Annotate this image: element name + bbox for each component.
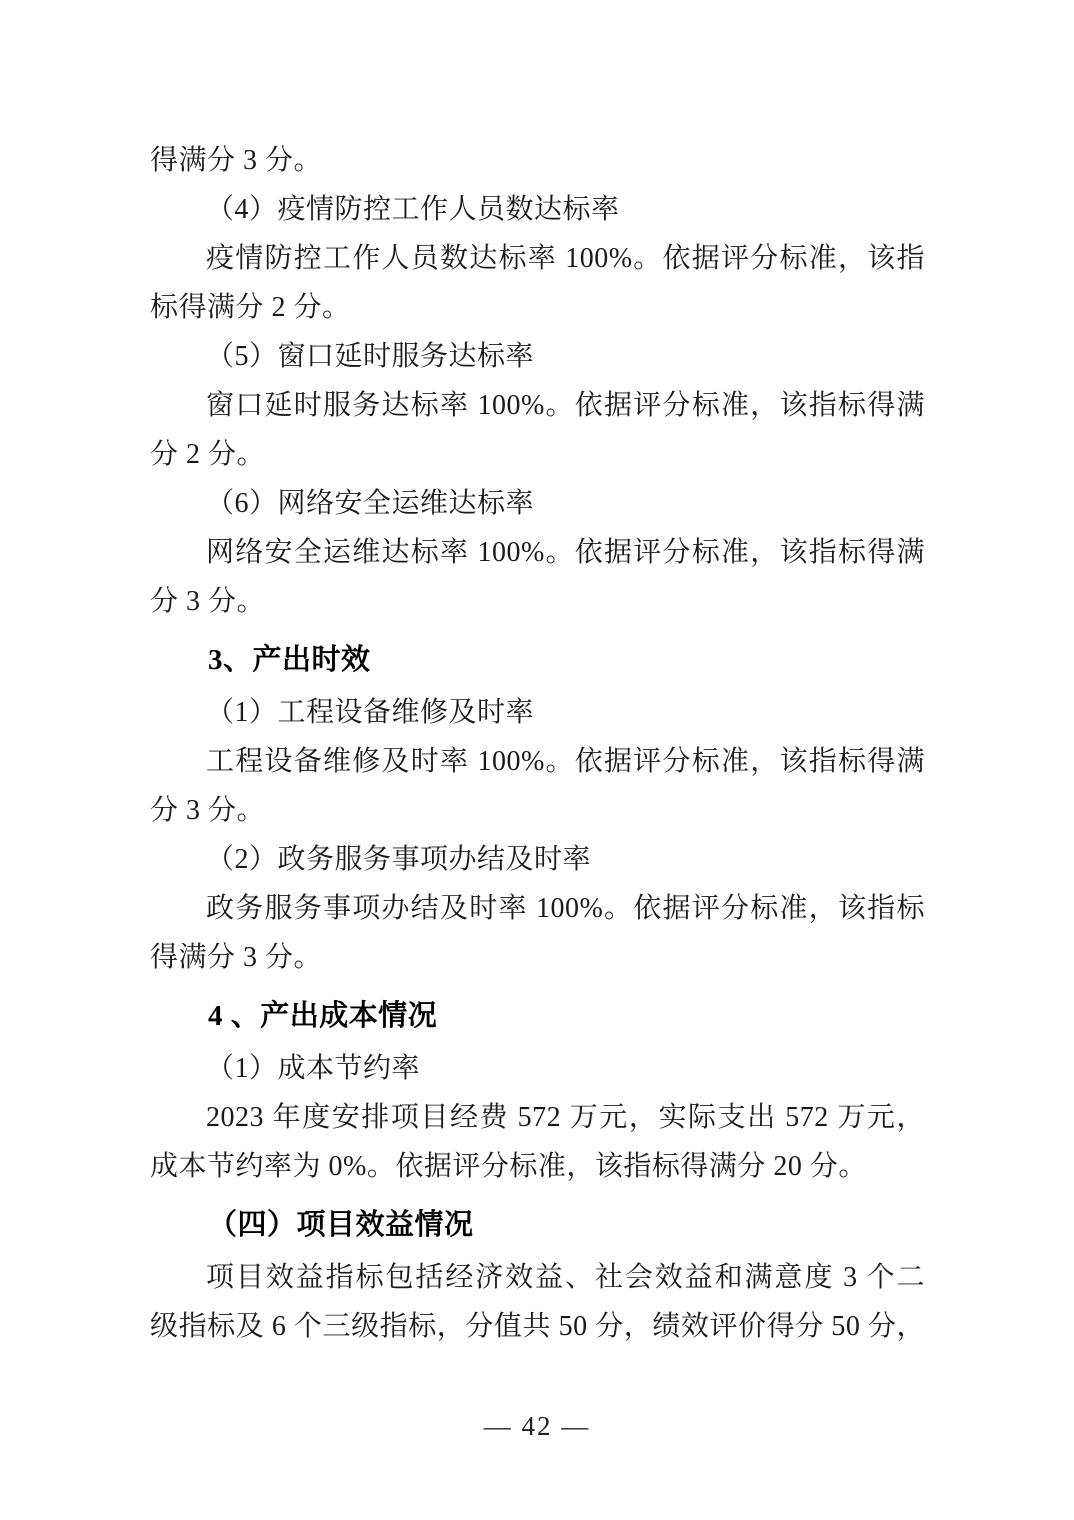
- text-line: （6）网络安全运维达标率: [206, 488, 535, 519]
- section-heading-output-timeliness: 3、产出时效: [208, 644, 371, 676]
- text-line: 项目效益指标包括经济效益、社会效益和满意度 3 个二: [206, 1262, 925, 1293]
- section-heading-output-cost: 4 、产出成本情况: [208, 1000, 438, 1032]
- section-heading-project-benefit: （四）项目效益情况: [208, 1209, 474, 1241]
- text-line: （5）窗口延时服务达标率: [206, 341, 535, 372]
- document-body: [150, 136, 925, 1351]
- text-line: 网络安全运维达标率 100%。依据评分标准，该指标得满: [206, 537, 925, 568]
- text-line: 窗口延时服务达标率 100%。依据评分标准，该指标得满: [206, 390, 925, 421]
- text-line: 2023 年度安排项目经费 572 万元，实际支出 572 万元，: [206, 1102, 925, 1133]
- text-line: 分 3 分。: [150, 795, 266, 826]
- text-line: （4）疫情防控工作人员数达标率: [206, 194, 620, 225]
- text-line: 标得满分 2 分。: [150, 292, 351, 323]
- text-line: 级指标及 6 个三级指标，分值共 50 分，绩效评价得分 50 分，: [150, 1311, 925, 1342]
- text-line: 成本节约率为 0%。依据评分标准，该指标得满分 20 分。: [150, 1151, 867, 1182]
- text-line: 分 3 分。: [150, 586, 266, 617]
- page-number: — 42 —: [483, 1411, 591, 1441]
- text-line: （1）工程设备维修及时率: [206, 697, 535, 728]
- text-line: （1）成本节约率: [206, 1053, 421, 1084]
- text-line: 工程设备维修及时率 100%。依据评分标准，该指标得满: [206, 746, 925, 777]
- text-line: （2）政务服务事项办结及时率: [206, 844, 592, 875]
- text-line: 疫情防控工作人员数达标率 100%。依据评分标准，该指: [206, 243, 925, 274]
- text-line: 政务服务事项办结及时率 100%。依据评分标准，该指标: [206, 893, 925, 924]
- text-line: 得满分 3 分。: [150, 942, 323, 973]
- text-line: 得满分 3 分。: [150, 145, 323, 176]
- text-line: 分 2 分。: [150, 439, 266, 470]
